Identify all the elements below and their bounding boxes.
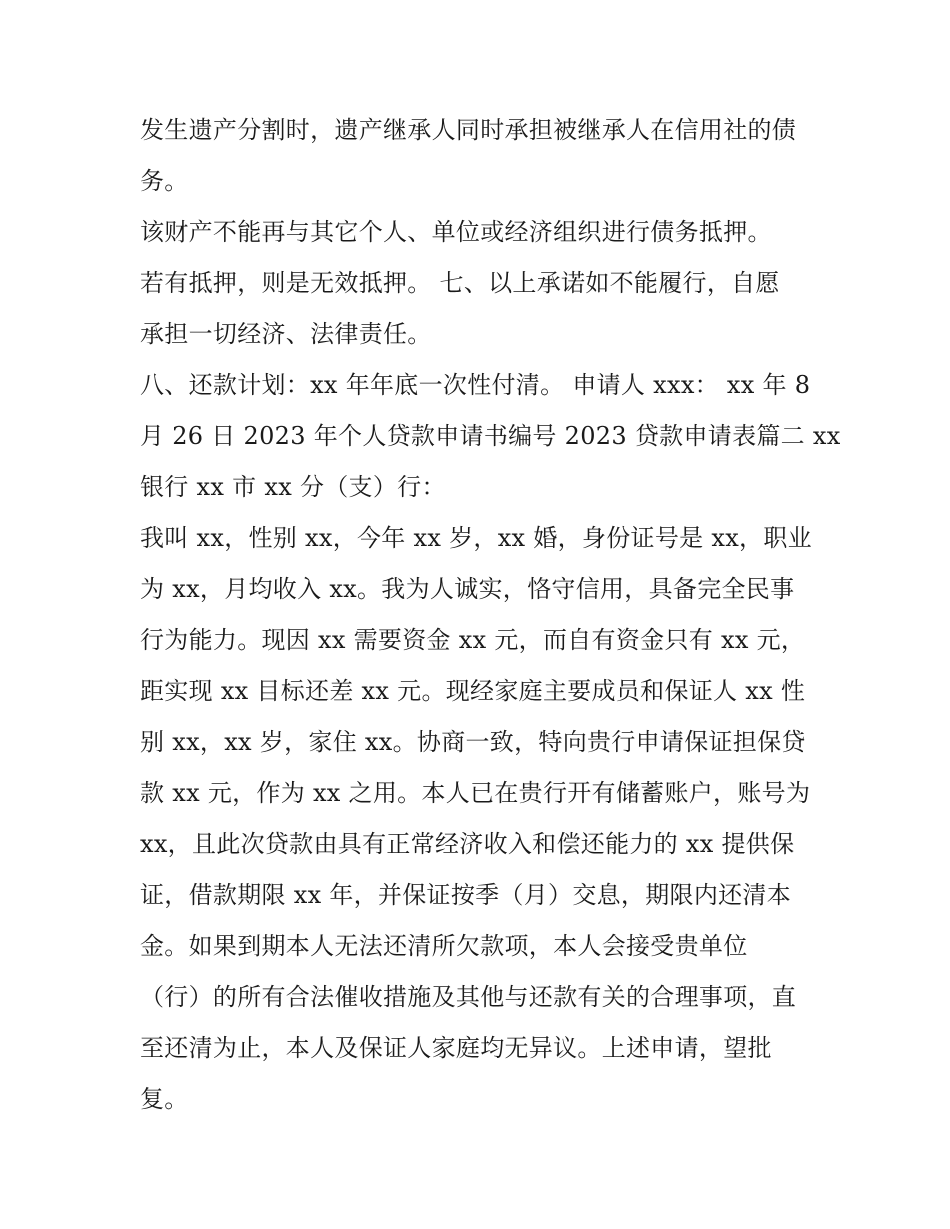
text-line: 别 xx，xx 岁，家住 xx。协商一致，特向贵行申请保证担保贷 [140, 728, 806, 756]
document-body [140, 105, 841, 1125]
text-line: 八、还款计划：xx 年年底一次性付清。 申请人 xxx： xx 年 8 [140, 371, 811, 399]
text-line: 我叫 xx，性别 xx，今年 xx 岁，xx 婚，身份证号是 xx，职业 [140, 524, 812, 552]
text-line: 距实现 xx 目标还差 xx 元。现经家庭主要成员和保证人 xx 性 [140, 677, 806, 705]
text-line: 款 xx 元，作为 xx 之用。本人已在贵行开有储蓄账户，账号为 [140, 779, 811, 807]
text-line: 务。 [140, 167, 189, 195]
text-line: 月 26 日 2023 年个人贷款申请书编号 2023 贷款申请表篇二 xx [140, 422, 841, 450]
text-line: 承担一切经济、法律责任。 [140, 320, 432, 348]
text-line: 复。 [140, 1085, 189, 1113]
text-line: 至还清为止，本人及保证人家庭均无异议。上述申请，望批 [140, 1034, 772, 1062]
text-line: 银行 xx 市 xx 分（支）行： [140, 473, 446, 501]
text-line: 金。如果到期本人无法还清所欠款项，本人会接受贵单位 [140, 932, 748, 960]
text-line: 证，借款期限 xx 年，并保证按季（月）交息，期限内还清本 [140, 881, 792, 909]
text-line: 为 xx，月均收入 xx。我为人诚实，恪守信用，具备完全民事 [140, 575, 795, 603]
text-line: xx，且此次贷款由具有正常经济收入和偿还能力的 xx 提供保 [140, 830, 795, 858]
text-line: 发生遗产分割时，遗产继承人同时承担被继承人在信用社的债 [140, 116, 797, 144]
text-line: 该财产不能再与其它个人、单位或经济组织进行债务抵押。 [140, 218, 772, 246]
text-line: （行）的所有合法催收措施及其他与还款有关的合理事项，直 [140, 983, 797, 1011]
text-line: 行为能力。现因 xx 需要资金 xx 元，而自有资金只有 xx 元， [140, 626, 806, 654]
text-line: 若有抵押，则是无效抵押。 七、以上承诺如不能履行，自愿 [140, 269, 780, 297]
